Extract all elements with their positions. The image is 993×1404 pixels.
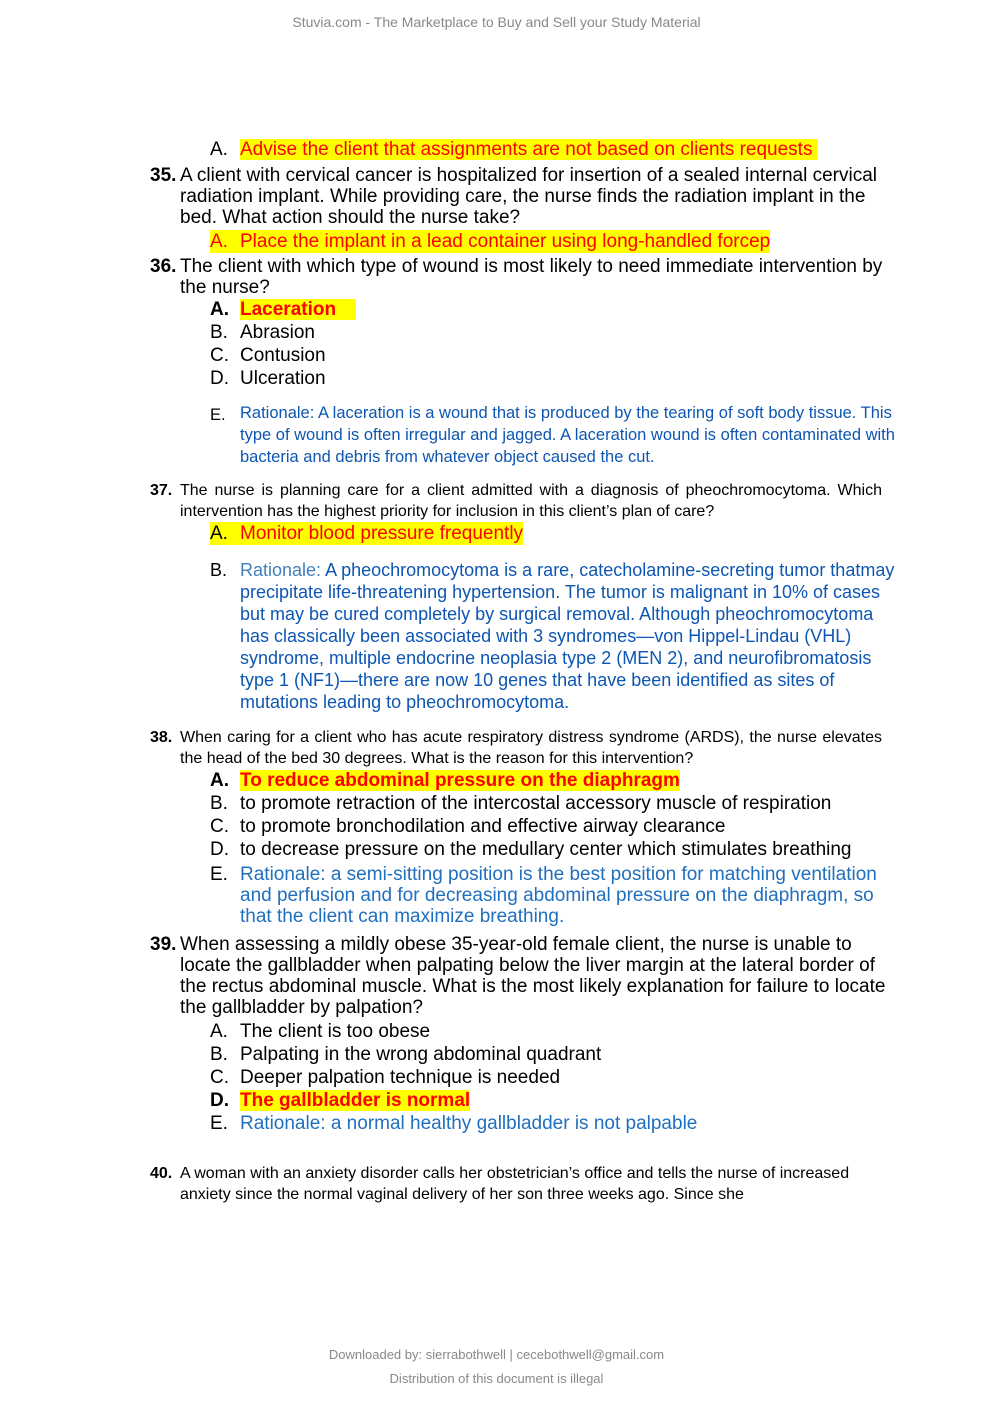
correct-answer: The gallbladder is normal: [240, 1090, 471, 1111]
footer-distribution: Distribution of this document is illegal: [389, 1371, 604, 1386]
q36-option-b: [210, 321, 315, 344]
correct-answer: Laceration: [240, 299, 356, 320]
q38-rationale: Rationale: a semi-sitting position is the best position for matching ventilation and perfusion and for decreasing abdominal pressure on the diaphragm, so that the client can maximize breathing.: [240, 864, 877, 927]
q38-option-d: [210, 838, 852, 861]
question-number: 35.: [150, 165, 177, 186]
rationale-text: Rationale: a normal healthy gallbladder is not palpable: [240, 1113, 698, 1134]
option-letter: D.: [210, 839, 229, 860]
q36-option-a: [210, 298, 356, 321]
option-letter: B.: [210, 322, 228, 343]
option-letter: D.: [210, 1090, 229, 1111]
option-letter: C.: [210, 1067, 229, 1088]
q38-option-a: [210, 769, 680, 792]
page-header: Stuvia.com - The Marketplace to Buy and Sell your Study Material: [292, 14, 701, 30]
option-letter: A.: [210, 139, 228, 160]
question-number: 38.: [150, 729, 173, 746]
question-text: When caring for a client who has acute respiratory distress syndrome (ARDS), the nurse elevates the head of the bed 30 degrees. What is the reason for this intervention?: [180, 729, 882, 767]
q37-option-a: [210, 522, 523, 545]
option-letter: E.: [210, 1113, 228, 1134]
option-letter: B.: [210, 793, 228, 814]
option-letter: A.: [210, 231, 228, 252]
question-39: [150, 934, 895, 1018]
option-text: Contusion: [240, 345, 326, 366]
q39-option-c: [210, 1066, 560, 1089]
option-text: to decrease pressure on the medullary center which stimulates breathing: [240, 839, 852, 860]
option-letter: A.: [210, 523, 228, 544]
q38-rationale-letter: E.: [210, 864, 228, 885]
question-38: [150, 727, 895, 769]
option-letter: C.: [210, 816, 229, 837]
question-number: 40.: [150, 1165, 173, 1182]
option-letter: B.: [210, 1044, 228, 1065]
question-number: 36.: [150, 256, 177, 277]
question-text: The nurse is planning care for a client admitted with a diagnosis of pheochromocytoma. Which intervention has the highest priority for inclusion in this client’s plan of care?: [180, 482, 882, 520]
question-text: A woman with an anxiety disorder calls her obstetrician’s office and tells the nurse of increased anxiety since the normal vaginal delivery of her son three weeks ago. Since she: [180, 1165, 850, 1203]
q38-option-b: [210, 792, 831, 815]
correct-answer: Monitor blood pressure frequently: [240, 523, 524, 544]
rationale-text: A pheochromocytoma is a rare, catecholamine-secreting tumor thatmay precipitate life-threatening hypertension. The tumor is malignant in 10% of cases but may be cured completely by surgical removal. Although pheochromocytoma has classically been associated with 3 syndromes—von Hippel-Lindau (VHL) syndrome, multiple endocrine neoplasia type 2 (MEN 2), and neurofibromatosis type 1 (NF1)—there are now 10 genes that have been identified as sites of mutations leading to pheochromocytoma.: [240, 560, 895, 712]
question-36: [150, 256, 895, 298]
option-text: The client is too obese: [240, 1021, 431, 1042]
question-number: 37.: [150, 482, 173, 499]
q36-option-d: [210, 367, 326, 390]
option-text: to promote bronchodilation and effective airway clearance: [240, 816, 726, 837]
option-text: to promote retraction of the intercostal accessory muscle of respiration: [240, 793, 832, 814]
question-40: [150, 1163, 895, 1205]
correct-answer: To reduce abdominal pressure on the diaphragm: [240, 770, 680, 791]
option-letter: A.: [210, 770, 229, 791]
footer-downloaded: Downloaded by: sierrabothwell | cecebothwell@gmail.com: [328, 1347, 665, 1362]
option-letter: A.: [210, 1021, 228, 1042]
question-number: 39.: [150, 934, 177, 955]
option-text: Deeper palpation technique is needed: [240, 1067, 561, 1088]
q35-option-a: [210, 230, 770, 253]
question-text: The client with which type of wound is most likely to need immediate intervention by the nurse?: [180, 256, 883, 298]
q39-option-a: [210, 1020, 430, 1043]
q39-rationale: [210, 1112, 697, 1135]
question-35: [150, 165, 895, 228]
q38-option-c: [210, 815, 726, 838]
option-text: Palpating in the wrong abdominal quadrant: [240, 1044, 602, 1065]
question-text: A client with cervical cancer is hospitalized for insertion of a sealed internal cervical radiation implant. While providing care, the nurse finds the radiation implant in the bed. What action should the nurse take?: [180, 165, 877, 228]
question-37: [150, 480, 895, 522]
q39-option-d: [210, 1089, 470, 1112]
q36-option-c: [210, 344, 326, 367]
option-text: Ulceration: [240, 368, 326, 389]
question-text: When assessing a mildly obese 35-year-old female client, the nurse is unable to locate the gallbladder when palpating below the liver margin at the lateral border of the rectus abdominal muscle. What is the most likely explanation for failure to locate the gallbladder by palpation?: [180, 934, 886, 1018]
q36-rationale: Rationale: A laceration is a wound that is produced by the tearing of soft body tissue. This type of wound is often irregular and jagged. A laceration wound is often contaminated with bacteria and debris from whatever object caused the cut.: [240, 404, 895, 466]
rationale-label: Rationale:: [240, 560, 322, 580]
option-letter: D.: [210, 368, 229, 389]
q36-rationale-letter: E.: [210, 406, 226, 424]
q37-rationale-letter: B.: [210, 560, 228, 580]
option-letter: A.: [210, 299, 229, 320]
option-letter: C.: [210, 345, 229, 366]
q37-rationale: [240, 559, 900, 713]
option-text: Abrasion: [240, 322, 315, 343]
correct-answer: Place the implant in a lead container using long-handled forcep: [240, 231, 771, 252]
q34-option-a: [210, 138, 818, 161]
q39-option-b: [210, 1043, 601, 1066]
correct-answer: Advise the client that assignments are not based on clients requests: [240, 139, 818, 160]
